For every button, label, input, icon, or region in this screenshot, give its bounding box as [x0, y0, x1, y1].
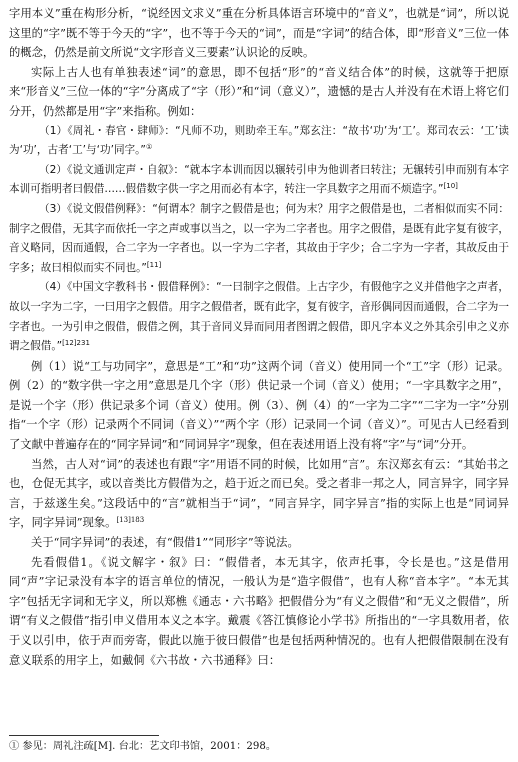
paragraph: 关于“同字异词”的表述，有“假借1”“同形字”等说法。 — [31, 536, 299, 550]
footnote: ① 参见：周礼注疏[M]. 台北：艺文印书馆，2001：298。 — [9, 741, 277, 752]
quotation: （4）《中国文字教科书・假借释例》：“一曰制字之假借。上古字少，有假他字之义并借他字之声者，故以一字为二字，一曰用字之假借。用字之假借者，既有此字，复有彼字，音形偶同因而通假，合二字为一字者也。一为引申之假借，假借之例，其于音同义异而同用者图谓之假借，即凡字本义之外其余引申之义亦谓之假借。”$^{[12]231}$ — [9, 281, 509, 353]
quotation: （3）《说文假借例释》：“何谓本？制字之假借是也；何为末？用字之假借是也，二者相似而实不同：制字之假借，无其字而依托一字之声或事以当之，以一字为二字者也。用字之假借，是既有此字复有彼字，音义略同，因而通假，合二字为一字者也。以一字为二字者，其故由于字少；合二字为一字者，其故反由于字多；故曰相似而实不同也。”[11] — [9, 202, 509, 274]
paragraph: 先看假借1。《说文解字・叙》曰：“假借者，本无其字，依声托事，令长是也。”这是借用同“声”字记录没有本字的语言单位的情况，一般认为是“造字假借”，也有人称“音本字”。“本无其字”包括无字词和无字义，所以郑樵《通志・六书略》把假借分为“有义之假借”和“无义之假借”，所谓“有义之假借”指引申义借用本义之本字。戴震《答江慎修论小学书》所指出的“一字具数用者，依于义以引申，依于声而旁寄，假此以施于彼曰假借”也是包括两种情况的。也有人把假借限制在没有意义联系的用字上，如戴侗《六书故・六书通释》曰： — [9, 555, 509, 667]
quotation: （2）《说文通训定声・自叙》：“就本字本训而因以辗转引申为他训者曰转注；无辗转引申而别有本字本训可指明者曰假借……假借数字供一字之用而必有本字，转注一字具数字之用而不烦造字。”[10] — [9, 163, 509, 196]
footnote-divider — [9, 735, 159, 736]
paragraph: 当然，古人对“词”的表述也有跟“字”用语不同的时候，比如用“言”。东汉郑玄有云：“其始书之也，仓促无其字，或以音类比方假借为之，趋于近之而已矣。受之者非一邦之人，同言异字，同字异言，于兹遂生矣。”这段话中的“言”就相当于“词”，“同言异字，同字异言”指的实际上也是“同词异字，同字异词”现象。$^{[13]183}$ — [9, 457, 509, 530]
paragraph: 例（1）说“工与功同字”，意思是“工”和“功”这两个词（音义）使用同一个“工”字（形）记录。例（2）的“数字供一字之用”意思是几个字（形）供记录一个词（音义）使用；“一字具数字之用”，是说一个字（形）供记录多个词（音义）使用。例（3）、例（4）的“一字为二字”“二字为一字”分别指“一个字（形）记录两个不同词（音义）”“两个字（形）记录同一个词（音义）”。可见古人已经看到了文献中普遍存在的“同字异词”和“同词异字”现象，但在表述用语上没有将“字”与“词”分开。 — [9, 359, 509, 452]
citation-ref: [12]231 — [62, 339, 90, 348]
quotation: （1）《周礼・春官・肆师》：“凡师不功，则助牵王车。”郑玄注：“故书‘功’为‘工’。郑司农云：‘工’读为‘功’，古者‘工’与‘功’同字。”① — [9, 124, 509, 157]
citation-ref: [11] — [146, 260, 162, 269]
citation-ref: [13]183 — [116, 516, 145, 525]
citation-ref: [10] — [443, 182, 458, 191]
paragraph: 实际上古人也有单独表述“词”的意思，即不包括“形”的“音义结合体”的时候，这就等于把原来“形音义”三位一体的“字”分离成了“字（形）”和“词（意义）”，遗憾的是古人并没有在术语上将它们分开，仍然都是用“字”来指称。例如： — [9, 65, 509, 118]
footnote-mark: ① — [145, 143, 153, 152]
paragraph: 字用本义”重在构形分析，“说经因文求义”重在分析具体语言环境中的“音义”，也就是“词”，所以说这里的“字”既不等于今天的“字”，也不等于今天的“词”，而是“字词”的结合体，即“形音义”三位一体的概念，仍然是前文所说“文字形音义三要素”认识论的反映。 — [9, 7, 509, 60]
